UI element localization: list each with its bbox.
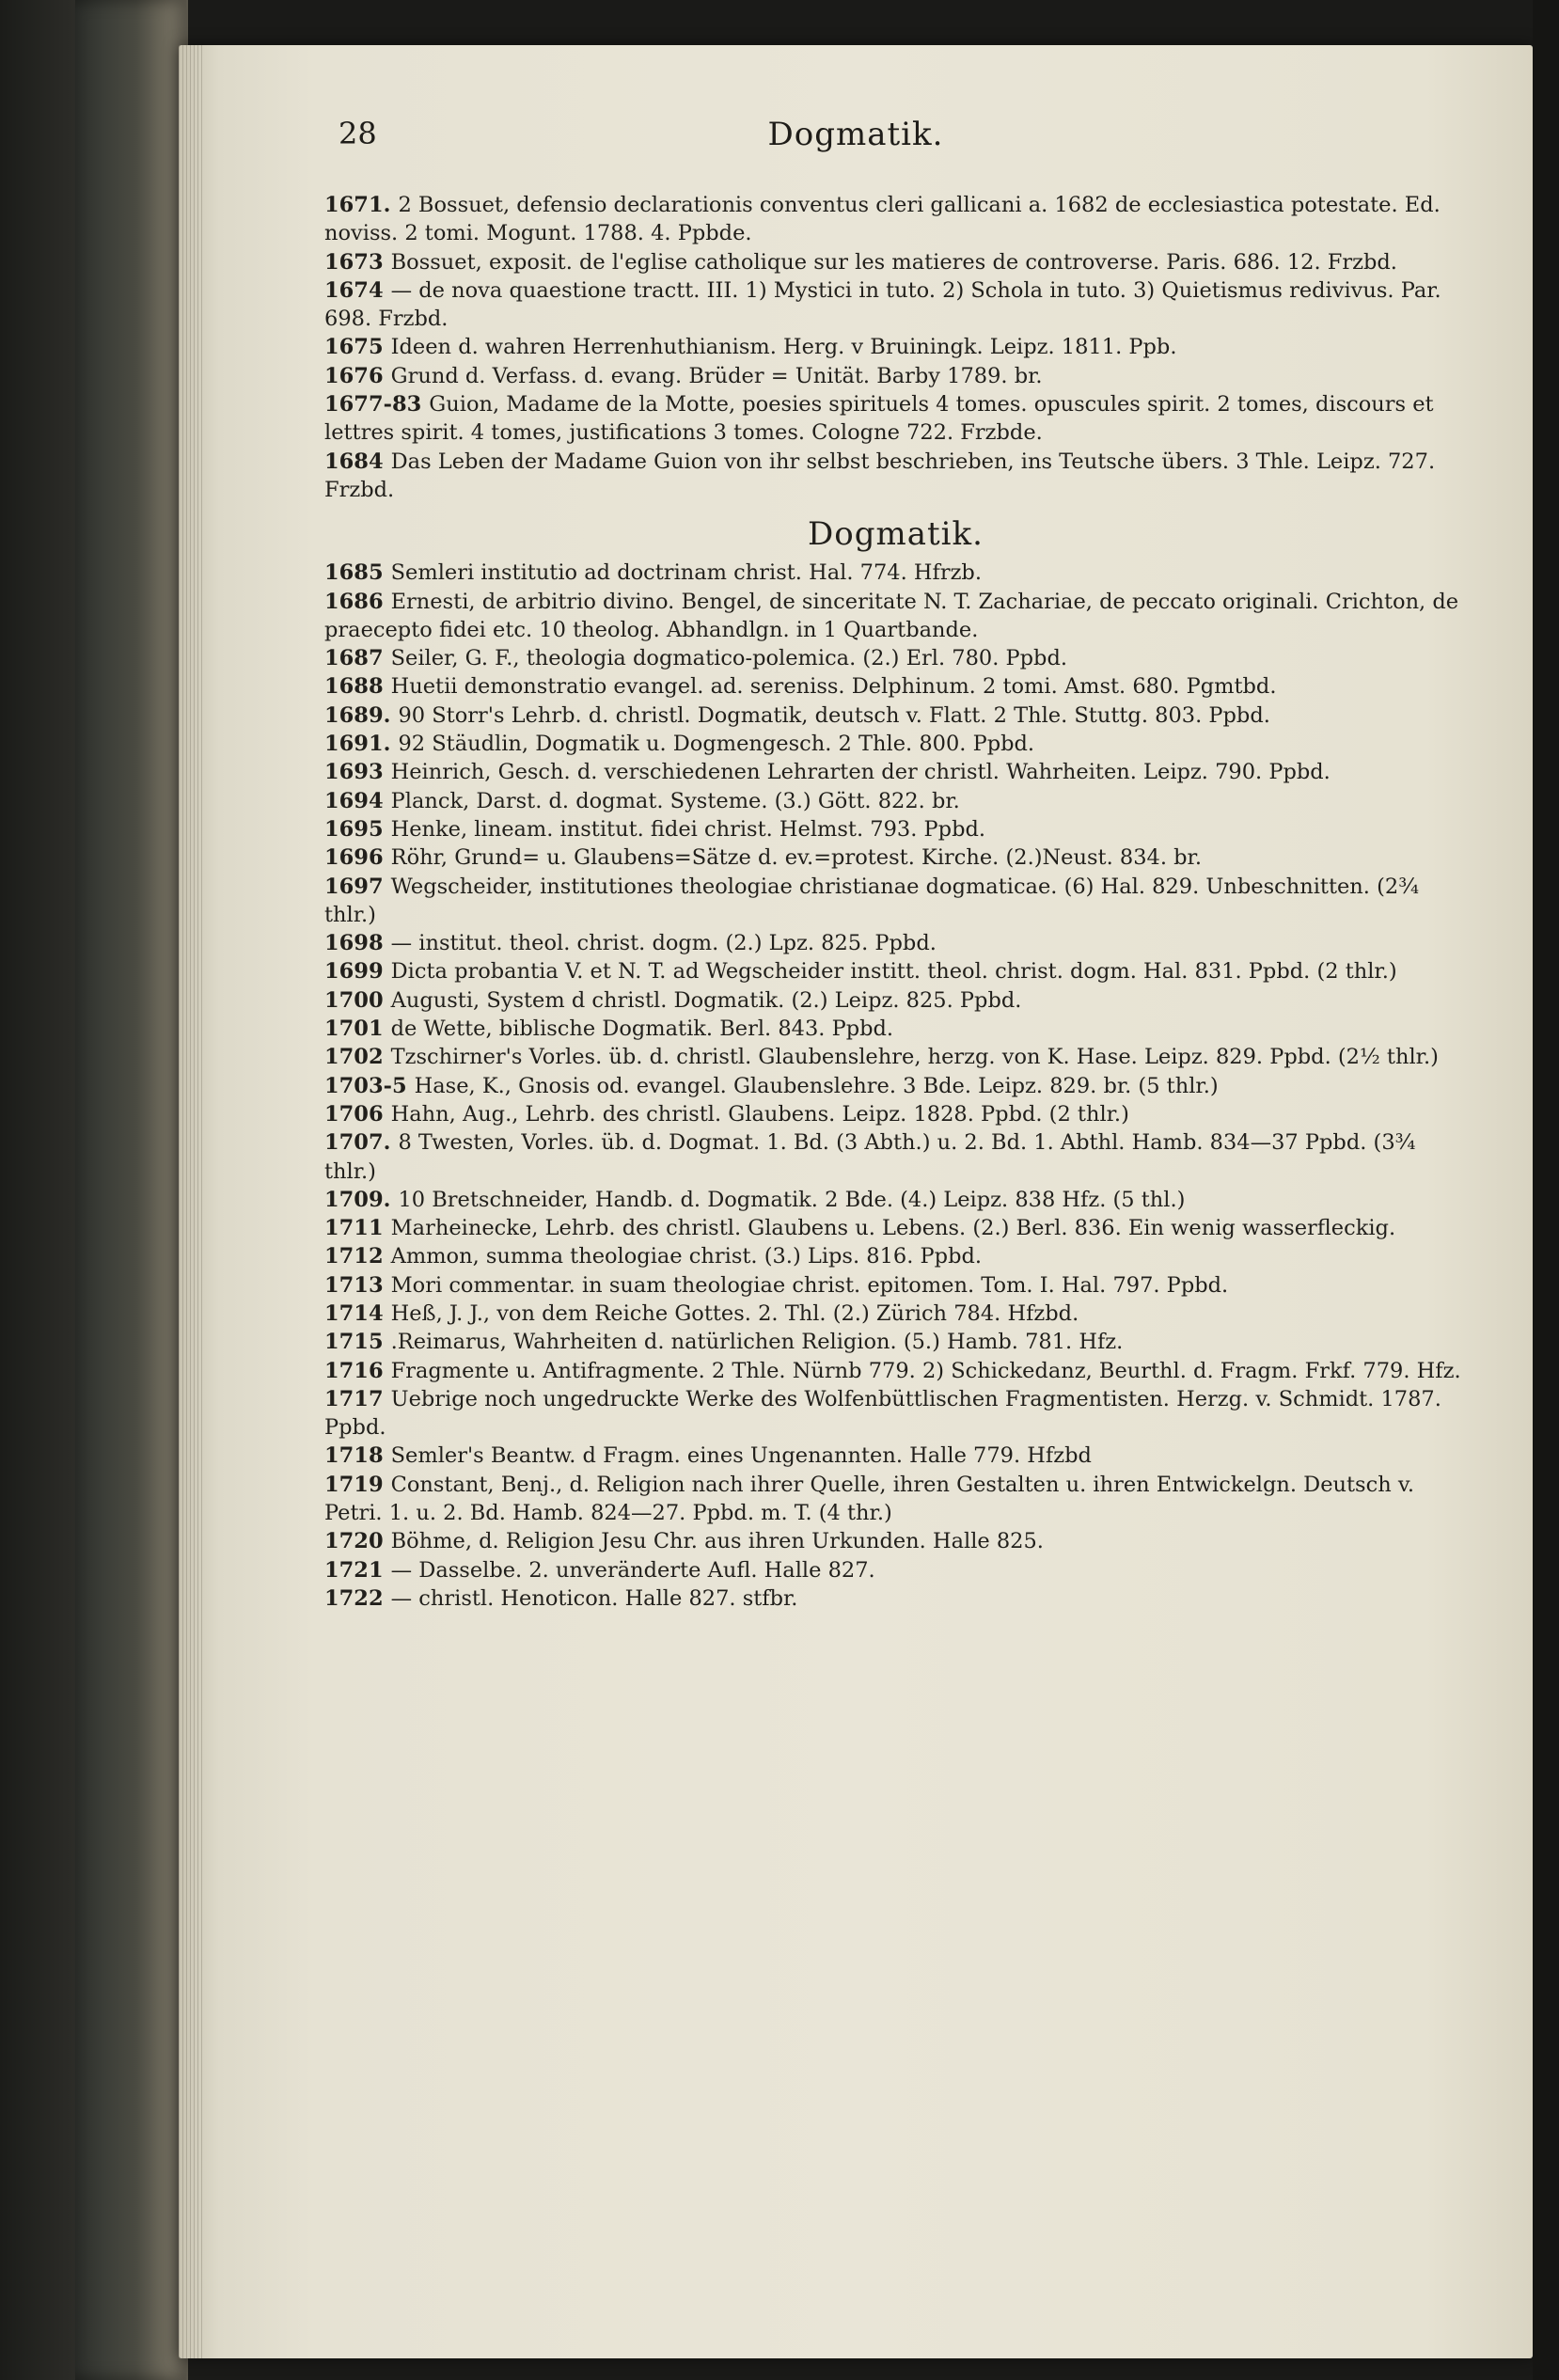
entry-number: 1684 xyxy=(324,449,384,474)
dark-edge xyxy=(1533,0,1559,2380)
entry-number: 1707. xyxy=(324,1130,391,1156)
entry-text: 90 Storr's Lehrb. d. christl. Dogmatik, deutsch v. Flatt. 2 Thle. Stuttg. 803. Ppbd. xyxy=(398,702,1270,728)
entry-number: 1675 xyxy=(324,335,384,360)
entries-group-2 xyxy=(324,559,1467,1613)
catalog-entry xyxy=(324,1556,1467,1584)
entry-number: 1677-83 xyxy=(324,392,422,418)
entry-number: 1714 xyxy=(324,1300,384,1326)
catalog-entry xyxy=(324,390,1467,448)
entry-text: .Reimarus, Wahrheiten d. natürlichen Religion. (5.) Hamb. 781. Hfz. xyxy=(390,1330,1124,1355)
catalog-entry xyxy=(324,1442,1467,1470)
entry-number: 1697 xyxy=(324,874,384,899)
entry-number: 1712 xyxy=(324,1244,384,1269)
entry-number: 1703-5 xyxy=(324,1073,407,1098)
catalog-entry xyxy=(324,1328,1467,1356)
entry-number: 1716 xyxy=(324,1358,384,1383)
entry-number: 1713 xyxy=(324,1272,384,1298)
catalog-entry xyxy=(324,1584,1467,1613)
entry-number: 1673 xyxy=(324,249,384,275)
entry-text: Mori commentar. in suam theologiae christ. epitomen. Tom. I. Hal. 797. Ppbd. xyxy=(390,1272,1229,1298)
catalog-entry xyxy=(324,559,1467,587)
entry-text: Huetii demonstratio evangel. ad. sereniss. Delphinum. 2 tomi. Amst. 680. Pgmtbd. xyxy=(390,674,1277,700)
entry-text: Seiler, G. F., theologia dogmatico-polemica. (2.) Erl. 780. Ppbd. xyxy=(390,646,1067,671)
entry-text: Semler's Beantw. d Fragm. eines Ungenannten. Halle 779. Hfzbd xyxy=(390,1443,1092,1469)
book-page xyxy=(179,45,1533,2358)
entry-number: 1689. xyxy=(324,702,391,728)
page-header xyxy=(179,116,1533,172)
book-spine xyxy=(75,0,186,2380)
entry-text: Das Leben der Madame Guion von ihr selbst beschrieben, ins Teutsche übers. 3 Thle. Leipz. 727. Frzbd. xyxy=(324,449,1436,502)
entry-number: 1694 xyxy=(324,788,384,813)
entry-number: 1701 xyxy=(324,1017,384,1042)
entry-text: Semleri institutio ad doctrinam christ. Hal. 774. Hfrzb. xyxy=(390,560,982,586)
entry-number: 1706 xyxy=(324,1101,384,1127)
entry-number: 1671. xyxy=(324,193,391,217)
entry-number: 1722 xyxy=(324,1585,384,1611)
entry-number: 1686 xyxy=(324,589,384,614)
entry-number: 1685 xyxy=(324,560,384,586)
entry-text: Heinrich, Gesch. d. verschiedenen Lehrarten der christl. Wahrheiten. Leipz. 790. Ppbd. xyxy=(390,760,1331,785)
entry-number: 1721 xyxy=(324,1557,384,1583)
entry-number: 1674 xyxy=(324,277,384,303)
catalog-entry xyxy=(324,1043,1467,1071)
entry-number: 1715 xyxy=(324,1330,384,1355)
catalog-entry xyxy=(324,1385,1467,1442)
entry-number: 1718 xyxy=(324,1443,384,1469)
running-head: Dogmatik. xyxy=(767,116,944,153)
catalog-entry xyxy=(324,448,1467,505)
catalog-entry xyxy=(324,248,1467,276)
entry-text: Grund d. Verfass. d. evang. Brüder = Unität. Barby 1789. br. xyxy=(390,363,1043,388)
entry-text: — institut. theol. christ. dogm. (2.) Lpz. 825. Ppbd. xyxy=(390,931,937,956)
catalog-entry xyxy=(324,1357,1467,1385)
catalog-entry xyxy=(324,191,1467,248)
entry-number: 1699 xyxy=(324,959,384,985)
entry-number: 1709. xyxy=(324,1187,391,1212)
catalog-entry xyxy=(324,1100,1467,1128)
entry-text: Wegscheider, institutiones theologiae christianae dogmaticae. (6) Hal. 829. Unbeschnitten. (2¾ thlr.) xyxy=(324,874,1419,927)
entry-number: 1687 xyxy=(324,646,384,671)
entry-text: Böhme, d. Religion Jesu Chr. aus ihren Urkunden. Halle 825. xyxy=(390,1529,1044,1554)
catalog-entry xyxy=(324,730,1467,758)
entry-text: Röhr, Grund= u. Glaubens=Sätze d. ev.=protest. Kirche. (2.)Neust. 834. br. xyxy=(390,845,1202,871)
catalog-entry xyxy=(324,1242,1467,1270)
catalog-entry xyxy=(324,986,1467,1015)
entry-text: Heß, J. J., von dem Reiche Gottes. 2. Thl. (2.) Zürich 784. Hfzbd. xyxy=(390,1300,1079,1326)
entry-number: 1719 xyxy=(324,1472,384,1497)
entry-number: 1695 xyxy=(324,816,384,842)
catalog-entry xyxy=(324,843,1467,872)
catalog-entry xyxy=(324,1300,1467,1328)
entry-text: Planck, Darst. d. dogmat. Systeme. (3.) Gött. 822. br. xyxy=(390,788,960,813)
entry-text: Ammon, summa theologiae christ. (3.) Lips. 816. Ppbd. xyxy=(390,1244,983,1269)
entry-text: Bossuet, exposit. de l'eglise catholique sur les matieres de controverse. Paris. 686. 12. Frzbd. xyxy=(390,249,1397,275)
entry-text: Hahn, Aug., Lehrb. des christl. Glaubens. Leipz. 1828. Ppbd. (2 thlr.) xyxy=(390,1101,1129,1127)
entry-text: — christl. Henoticon. Halle 827. stfbr. xyxy=(390,1585,798,1611)
catalog-entry xyxy=(324,588,1467,645)
entry-text: Guion, Madame de la Motte, poesies spirituels 4 tomes. opuscules spirit. 2 tomes, discours et lettres spirit. 4 tomes, justifications 3 tomes. Cologne 722. Frzbde. xyxy=(324,392,1434,446)
entry-number: 1700 xyxy=(324,987,384,1013)
entry-number: 1691. xyxy=(324,732,391,757)
entry-text: — de nova quaestione tractt. III. 1) Mystici in tuto. 2) Schola in tuto. 3) Quietismus redivivus. Par. 698. Frzbd. xyxy=(324,277,1441,332)
entry-text: Ideen d. wahren Herrenhuthianism. Herg. v Bruiningk. Leipz. 1811. Ppb. xyxy=(390,335,1177,360)
entry-number: 1688 xyxy=(324,674,384,700)
entry-text: Marheinecke, Lehrb. des christl. Glaubens u. Lebens. (2.) Berl. 836. Ein wenig wasserfleckig. xyxy=(390,1216,1396,1241)
entry-text: 8 Twesten, Vorles. üb. d. Dogmat. 1. Bd. (3 Abth.) u. 2. Bd. 1. Abthl. Hamb. 834—37 Ppbd. (3¾ thlr.) xyxy=(324,1130,1416,1184)
catalog-entry xyxy=(324,1527,1467,1555)
entry-text: Fragmente u. Antifragmente. 2 Thle. Nürnb 779. 2) Schickedanz, Beurthl. d. Fragm. Frkf. 779. Hfz. xyxy=(390,1358,1461,1383)
entry-text: de Wette, biblische Dogmatik. Berl. 843. Ppbd. xyxy=(390,1017,894,1042)
entry-text: Augusti, System d christl. Dogmatik. (2.) Leipz. 825. Ppbd. xyxy=(390,987,1022,1013)
entry-text: Uebrige noch ungedruckte Werke des Wolfenbüttlischen Fragmentisten. Herzg. v. Schmidt. 1787. Ppbd. xyxy=(324,1386,1441,1441)
entry-text: Dicta probantia V. et N. T. ad Wegscheider institt. theol. christ. dogm. Hal. 831. Ppbd. (2 thlr.) xyxy=(390,959,1397,985)
catalog-entry xyxy=(324,1186,1467,1214)
entries-group-1 xyxy=(324,191,1467,504)
catalog-entry xyxy=(324,672,1467,701)
entry-number: 1696 xyxy=(324,845,384,871)
entry-text: Ernesti, de arbitrio divino. Bengel, de sinceritate N. T. Zachariae, de peccato originali. Crichton, de praecepto fidei etc. 10 theolog. Abhandlgn. in 1 Quartbande. xyxy=(324,589,1459,642)
catalog-entry xyxy=(324,1271,1467,1300)
catalog-entry xyxy=(324,815,1467,843)
entry-number: 1693 xyxy=(324,760,384,785)
entry-text: 10 Bretschneider, Handb. d. Dogmatik. 2 Bde. (4.) Leipz. 838 Hfz. (5 thl.) xyxy=(398,1187,1186,1212)
catalog-entry xyxy=(324,276,1467,334)
page-number: 28 xyxy=(339,116,377,151)
catalog-entry xyxy=(324,873,1467,930)
catalog-entry xyxy=(324,758,1467,786)
entry-text: 2 Bossuet, defensio declarationis conventus cleri gallicani a. 1682 de ecclesiastica potestate. Ed. noviss. 2 tomi. Mogunt. 1788. 4. Ppbde. xyxy=(324,193,1441,246)
page-gutter xyxy=(179,45,203,2358)
entry-number: 1717 xyxy=(324,1386,384,1411)
entry-number: 1676 xyxy=(324,363,384,388)
entry-number: 1702 xyxy=(324,1045,384,1070)
catalog-entry xyxy=(324,362,1467,390)
entry-text: 92 Stäudlin, Dogmatik u. Dogmengesch. 2 Thle. 800. Ppbd. xyxy=(398,732,1035,757)
catalog-entries xyxy=(324,191,1467,1613)
catalog-entry xyxy=(324,1471,1467,1528)
catalog-entry xyxy=(324,1072,1467,1100)
entry-text: Hase, K., Gnosis od. evangel. Glaubenslehre. 3 Bde. Leipz. 829. br. (5 thlr.) xyxy=(414,1073,1219,1098)
catalog-entry xyxy=(324,333,1467,361)
entry-text: Tzschirner's Vorles. üb. d. christl. Glaubenslehre, herzg. von K. Hase. Leipz. 829. Ppbd. (2½ thlr.) xyxy=(390,1045,1439,1070)
catalog-entry xyxy=(324,957,1467,985)
section-heading: Dogmatik. xyxy=(808,515,984,554)
entry-text: — Dasselbe. 2. unveränderte Aufl. Halle 827. xyxy=(390,1557,875,1583)
entry-text: Henke, lineam. institut. fidei christ. Helmst. 793. Ppbd. xyxy=(390,816,986,842)
entry-number: 1720 xyxy=(324,1529,384,1554)
catalog-entry xyxy=(324,701,1467,730)
catalog-entry xyxy=(324,1214,1467,1242)
entry-number: 1698 xyxy=(324,931,384,956)
entry-text: Constant, Benj., d. Religion nach ihrer Quelle, ihren Gestalten u. ihren Entwickelgn. Deutsch v. Petri. 1. u. 2. Bd. Hamb. 824—27. Ppbd. m. T. (4 thr.) xyxy=(324,1472,1415,1526)
entry-number: 1711 xyxy=(324,1216,384,1241)
catalog-entry xyxy=(324,787,1467,815)
catalog-entry xyxy=(324,1015,1467,1043)
catalog-entry xyxy=(324,929,1467,957)
catalog-entry xyxy=(324,1128,1467,1186)
catalog-entry xyxy=(324,644,1467,672)
